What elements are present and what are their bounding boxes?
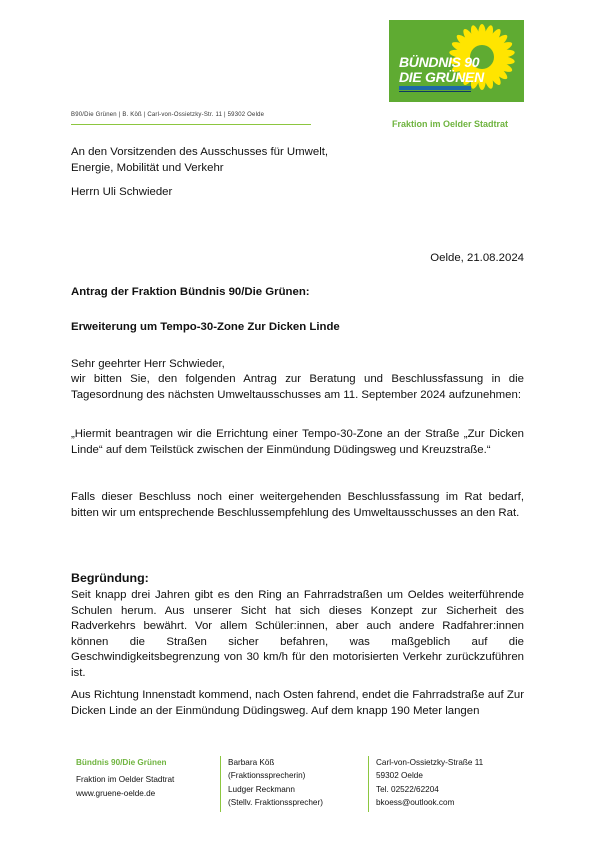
subject-line-1: Antrag der Fraktion Bündnis 90/Die Grünen: xyxy=(71,286,310,298)
sender-address-line: B90/Die Grünen | B. Köß | Carl-von-Ossietzky-Str. 11 | 59302 Oelde xyxy=(71,112,265,118)
footer-phone: Tel. 02522/62204 xyxy=(376,784,439,794)
logo-underline xyxy=(399,86,471,90)
logo-underline-dark xyxy=(399,91,471,92)
justification-paragraph-1: Seit knapp drei Jahren gibt es den Ring an Fahrradstraßen um Oeldes weiterführende Schulen herum. Aus unserer Sicht hat sich dieses Konzept zur Sicherheit des Radverkehrs bewährt. Vor allem Schüler:innen, aber auch andere Radfahrer:innen können die Straßen sicher befahren, was maßgeblich auf die Geschwindigkeitsbegrenzung von 30 km/h für den motorisierten Verkehr zurückzuführen ist. xyxy=(71,589,524,679)
intro-paragraph: wir bitten Sie, den folgenden Antrag zur Beratung und Beschlussfassung in die Tagesordnung des nächsten Umweltausschusses am 11. September 2024 aufzunehmen: xyxy=(71,373,524,401)
footer-role-2: (Stellv. Fraktionssprecher) xyxy=(228,798,323,808)
fraktion-label: Fraktion im Oelder Stadtrat xyxy=(392,119,509,129)
footer-org-name: Bündnis 90/Die Grünen xyxy=(76,758,167,767)
footer-contact-column xyxy=(376,756,526,810)
justification-paragraph-2: Aus Richtung Innenstadt kommend, nach Osten fahrend, endet die Fahrradstraße auf Zur Dicken Linde an der Einmündung Düdingsweg. Auf dem knapp 190 Meter langen xyxy=(71,689,524,717)
footer-role-1: (Fraktionssprecherin) xyxy=(228,771,306,781)
footer-people-column xyxy=(228,756,368,810)
motion-quote: „Hiermit beantragen wir die Errichtung einer Tempo-30-Zone an der Straße „Zur Dicken Linde“ auf dem Teilstück zwischen der Einmündung Düdingsweg und Kreuzstraße.“ xyxy=(71,428,524,456)
recipient-block: An den Vorsitzenden des Ausschusses für Umwelt, Energie, Mobilität und Verkehr xyxy=(71,146,329,174)
footer-fraktion: Fraktion im Oelder Stadtrat xyxy=(76,775,175,785)
footer-street: Carl-von-Ossietzky-Straße 11 xyxy=(376,758,484,767)
footer-website-link[interactable]: www.gruene-oelde.de xyxy=(76,788,156,798)
party-logo xyxy=(389,20,524,102)
council-paragraph: Falls dieser Beschluss noch einer weitergehenden Beschlussfassung im Rat bedarf, bitten wir um entsprechende Beschlussempfehlung des Umweltausschusses an den Rat. xyxy=(71,491,524,519)
logo-text-line1: BÜNDNIS 90 xyxy=(399,54,480,70)
justification-heading: Begründung: xyxy=(71,571,149,585)
footer-divider xyxy=(368,756,369,812)
footer-org-column xyxy=(76,756,216,800)
greeting: Sehr geehrter Herr Schwieder, xyxy=(71,358,225,370)
addressee-name: Herrn Uli Schwieder xyxy=(71,186,173,198)
footer-person-2: Ludger Reckmann xyxy=(228,784,295,794)
footer-divider xyxy=(220,756,221,812)
sender-divider xyxy=(71,124,311,125)
footer-city: 59302 Oelde xyxy=(376,771,423,781)
footer-person-1: Barbara Köß xyxy=(228,758,275,767)
letter-date: Oelde, 21.08.2024 xyxy=(430,252,524,264)
footer-email-link[interactable]: bkoess@outlook.com xyxy=(376,798,455,808)
subject-line-2: Erweiterung um Tempo-30-Zone Zur Dicken Linde xyxy=(71,321,340,333)
logo-text-line2: DIE GRÜNEN xyxy=(399,69,484,85)
